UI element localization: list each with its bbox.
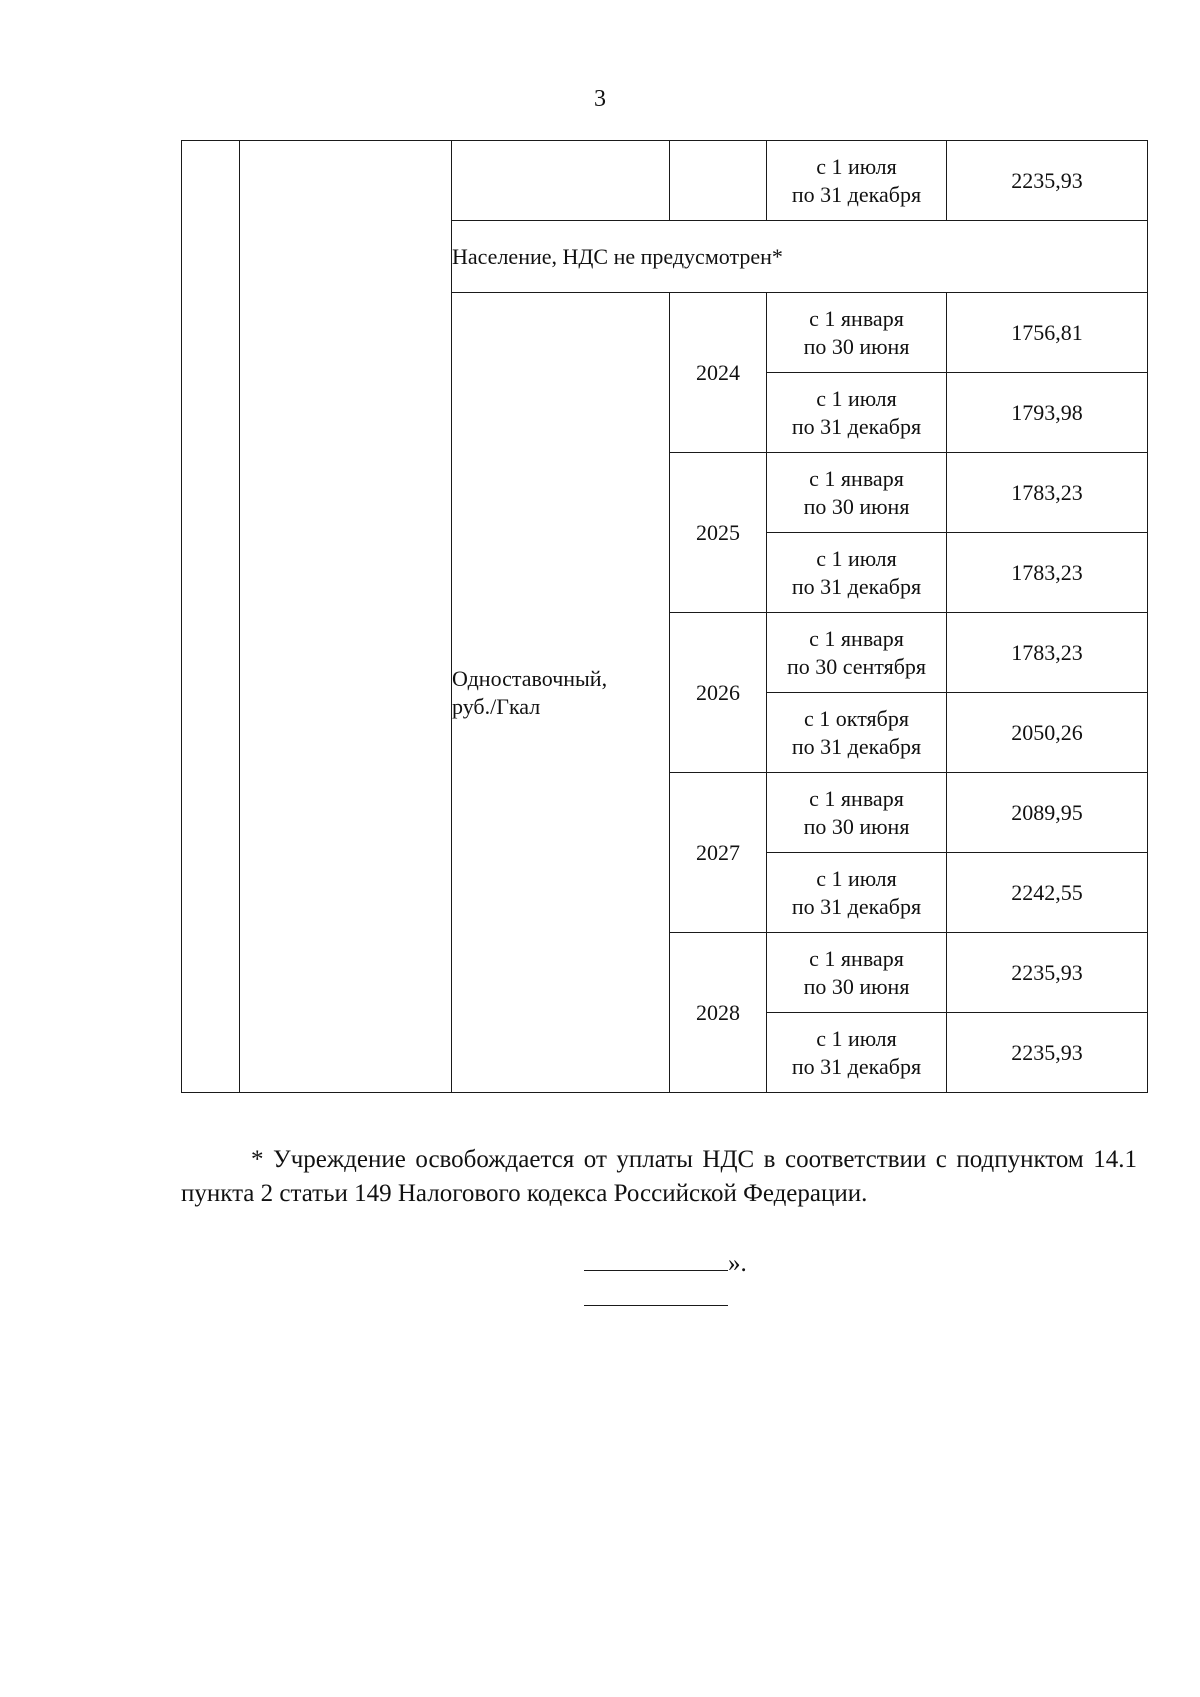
tariff-value: 1783,23 [947, 453, 1148, 533]
tariff-value: 2050,26 [947, 693, 1148, 773]
period-cell: с 1 июля по 31 декабря [767, 1013, 947, 1093]
year-cell: 2027 [670, 773, 767, 933]
period-cell: с 1 июля по 31 декабря [767, 533, 947, 613]
blank-line [584, 1248, 728, 1271]
period-cell: с 1 января по 30 июня [767, 773, 947, 853]
year-cell: 2025 [670, 453, 767, 613]
organization-cell [240, 141, 452, 1093]
closing-mark [584, 1248, 747, 1278]
end-separator-line [584, 1305, 728, 1306]
period-cell: с 1 июля по 31 декабря [767, 373, 947, 453]
tariff-value: 1783,23 [947, 613, 1148, 693]
period-cell: с 1 января по 30 сентября [767, 613, 947, 693]
period-cell: с 1 июля по 31 декабря [767, 141, 947, 221]
year-cell-empty [670, 141, 767, 221]
row-number-cell [182, 141, 240, 1093]
year-cell: 2026 [670, 613, 767, 773]
period-cell: с 1 января по 30 июня [767, 453, 947, 533]
year-cell: 2024 [670, 293, 767, 453]
footnote: * Учреждение освобождается от уплаты НДС в соответствии с подпунктом 14.1 пункта 2 статьи 149 Налогового кодекса Российской Федерации. [181, 1146, 1137, 1207]
tariff-value: 2242,55 [947, 853, 1148, 933]
tariff-type-cell: Одноставочный, руб./Гкал [452, 293, 670, 1093]
table-row-continuation [182, 141, 1148, 221]
period-cell: с 1 января по 30 июня [767, 293, 947, 373]
tariff-value: 1793,98 [947, 373, 1148, 453]
tariff-value: 2089,95 [947, 773, 1148, 853]
tariff-type-cell-empty [452, 141, 670, 221]
closing-quote: ». [728, 1250, 747, 1277]
period-cell: с 1 июля по 31 декабря [767, 853, 947, 933]
year-cell: 2028 [670, 933, 767, 1093]
period-cell: с 1 октября по 31 декабря [767, 693, 947, 773]
section-title: Население, НДС не предусмотрен* [452, 221, 1148, 293]
tariff-value: 2235,93 [947, 141, 1148, 221]
tariff-value: 2235,93 [947, 1013, 1148, 1093]
tariff-value: 2235,93 [947, 933, 1148, 1013]
page-number: 3 [594, 86, 606, 112]
tariff-value: 1783,23 [947, 533, 1148, 613]
tariff-value: 1756,81 [947, 293, 1148, 373]
tariff-table [181, 140, 1148, 1093]
period-cell: с 1 января по 30 июня [767, 933, 947, 1013]
